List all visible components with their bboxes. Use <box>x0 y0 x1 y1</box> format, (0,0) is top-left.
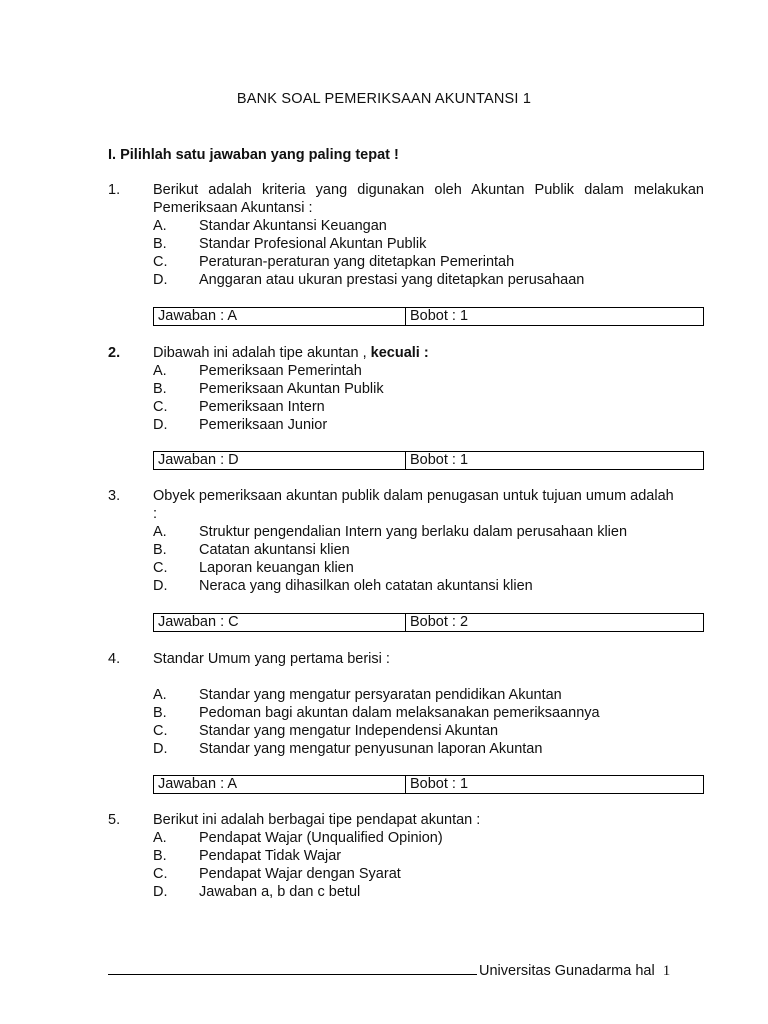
question-text: Obyek pemeriksaan akuntan publik dalam penugasan untuk tujuan umum adalah <box>153 488 674 504</box>
option-letter: B. <box>153 705 167 721</box>
answer-cell: Jawaban : A <box>154 776 406 794</box>
instruction-heading: I. Pilihlah satu jawaban yang paling tepat ! <box>108 147 399 163</box>
question-2 <box>108 344 704 434</box>
option-letter: A. <box>153 363 167 379</box>
option-text: Pemeriksaan Intern <box>199 399 325 415</box>
option-letter: A. <box>153 687 167 703</box>
answer-cell: Jawaban : A <box>154 308 406 326</box>
option-text: Laporan keuangan klien <box>199 560 354 576</box>
question-text: Standar Umum yang pertama berisi : <box>153 651 390 667</box>
option-text: Standar yang mengatur persyaratan pendidikan Akuntan <box>199 687 562 703</box>
option-text: Catatan akuntansi klien <box>199 542 350 558</box>
weight-cell: Bobot : 1 <box>406 452 704 470</box>
option-letter: D. <box>153 578 168 594</box>
question-number: 4. <box>108 651 121 667</box>
option-text: Jawaban a, b dan c betul <box>199 884 361 900</box>
document-title: BANK SOAL PEMERIKSAAN AKUNTANSI 1 <box>236 91 532 107</box>
option-text: Standar yang mengatur Independensi Akuntan <box>199 723 499 739</box>
question-emphasis: kecuali : <box>370 345 429 361</box>
question-number: 1. <box>108 182 121 198</box>
weight-cell: Bobot : 2 <box>406 614 704 632</box>
page-footer <box>108 960 670 980</box>
option-letter: D. <box>153 741 168 757</box>
footer-text: Universitas Gunadarma hal <box>479 963 655 979</box>
option-text: Neraca yang dihasilkan oleh catatan akuntansi klien <box>199 578 533 594</box>
option-letter: A. <box>153 218 167 234</box>
option-text: Pemeriksaan Akuntan Publik <box>199 381 384 397</box>
question-text: Berikut ini adalah berbagai tipe pendapat akuntan : <box>153 812 481 828</box>
question-number: 3. <box>108 488 121 504</box>
question-4 <box>108 650 704 758</box>
option-letter: A. <box>153 524 167 540</box>
option-text: Pemeriksaan Pemerintah <box>199 363 362 379</box>
answer-box-4 <box>153 775 704 794</box>
question-text: Dibawah ini adalah tipe akuntan , <box>153 345 371 361</box>
option-letter: B. <box>153 848 167 864</box>
question-text: Berikut adalah kriteria yang digunakan oleh Akuntan Publik dalam melakukan Pemeriksaan Akuntansi : <box>153 182 704 216</box>
weight-cell: Bobot : 1 <box>406 776 704 794</box>
question-3 <box>108 487 704 595</box>
footer-rule <box>108 960 477 975</box>
option-letter: B. <box>153 542 167 558</box>
option-text: Pemeriksaan Junior <box>199 417 328 433</box>
option-text: Standar Akuntansi Keuangan <box>199 218 387 234</box>
question-5 <box>108 811 704 901</box>
question-text-continuation: : <box>153 506 158 522</box>
question-1 <box>108 181 704 289</box>
question-number: 2. <box>108 345 121 361</box>
answer-box-3 <box>153 613 704 632</box>
option-letter: C. <box>153 723 168 739</box>
option-text: Struktur pengendalian Intern yang berlaku dalam perusahaan klien <box>199 524 628 540</box>
option-text: Anggaran atau ukuran prestasi yang ditetapkan perusahaan <box>199 272 585 288</box>
option-letter: B. <box>153 381 167 397</box>
option-letter: A. <box>153 830 167 846</box>
option-letter: D. <box>153 417 168 433</box>
answer-box-2 <box>153 451 704 470</box>
option-text: Peraturan-peraturan yang ditetapkan Pemerintah <box>199 254 515 270</box>
question-number: 5. <box>108 812 121 828</box>
option-text: Pedoman bagi akuntan dalam melaksanakan pemeriksaannya <box>199 705 600 721</box>
option-letter: D. <box>153 884 168 900</box>
weight-cell: Bobot : 1 <box>406 308 704 326</box>
option-text: Standar yang mengatur penyusunan laporan Akuntan <box>199 741 543 757</box>
option-letter: D. <box>153 272 168 288</box>
option-letter: C. <box>153 866 168 882</box>
option-text: Pendapat Wajar (Unqualified Opinion) <box>199 830 443 846</box>
option-text: Pendapat Wajar dengan Syarat <box>199 866 401 882</box>
option-letter: B. <box>153 236 167 252</box>
option-text: Pendapat Tidak Wajar <box>199 848 342 864</box>
answer-box-1 <box>153 307 704 326</box>
answer-cell: Jawaban : C <box>154 614 406 632</box>
option-letter: C. <box>153 399 168 415</box>
answer-cell: Jawaban : D <box>154 452 406 470</box>
option-letter: C. <box>153 560 168 576</box>
option-letter: C. <box>153 254 168 270</box>
page-number: 1 <box>662 963 671 979</box>
option-text: Standar Profesional Akuntan Publik <box>199 236 427 252</box>
